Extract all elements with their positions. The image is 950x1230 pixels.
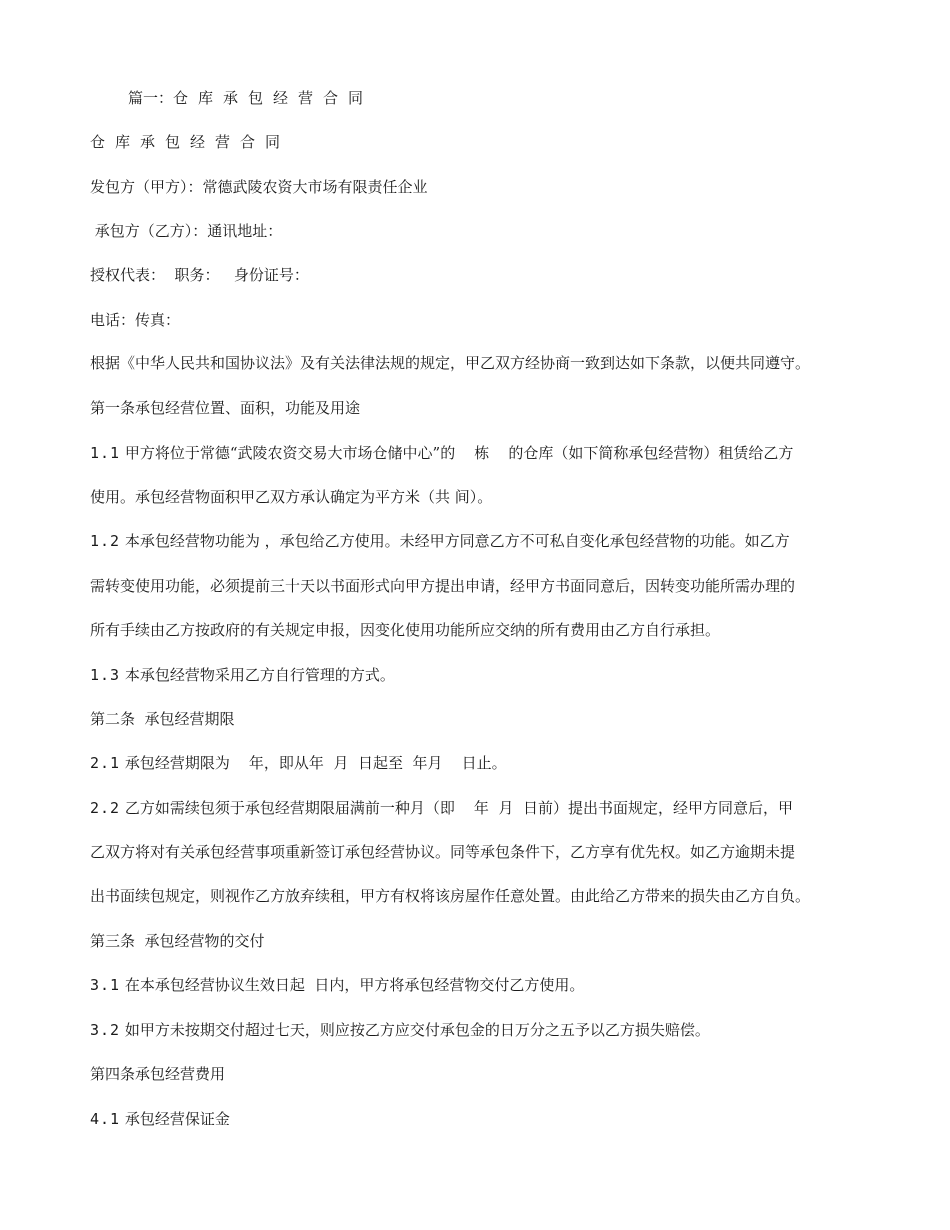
party-a-line: 发包方（甲方）：常德武陵农资大市场有限责任企业 <box>90 178 428 196</box>
clause-1-2-line-3: 所有手续由乙方按政府的有关规定申报，因变化使用功能所应交纳的所有费用由乙方自行承担。 <box>90 621 721 639</box>
clause-number: 2.1 <box>90 754 121 772</box>
article-1-title: 第一条承包经营位置、面积，功能及用途 <box>90 399 361 417</box>
clause-1-3-line-1 <box>90 665 395 685</box>
clause-3-1-line-1 <box>90 975 584 995</box>
clause-3-2-line-1 <box>90 1020 710 1040</box>
title-prefix: 篇一： <box>128 89 174 107</box>
clause-1-1-line-2: 使用。承包经营物面积甲乙双方承认确定为平方米（共 间）。 <box>90 488 493 506</box>
clause-text: 本承包经营物采用乙方自行管理的方式。 <box>120 666 395 684</box>
legal-basis-paragraph: 根据《中华人民共和国协议法》及有关法律法规的规定，甲乙双方经协商一致到达如下条款，以便共同遵守。 <box>90 354 811 372</box>
document-title <box>128 88 373 108</box>
clause-text: 承包经营保证金 <box>120 1110 230 1128</box>
clause-text: 乙方如需续包须于承包经营期限届满前一种月（即 年 月 日前）提出书面规定，经甲方同意后，甲 <box>120 799 794 817</box>
article-2-title: 第二条 承包经营期限 <box>90 710 235 728</box>
article-4-title: 第四条承包经营费用 <box>90 1065 226 1083</box>
clause-text: 在本承包经营协议生效日起 日内，甲方将承包经营物交付乙方使用。 <box>120 976 585 994</box>
representative-line: 授权代表： 职务： 身份证号： <box>90 266 309 284</box>
clause-number: 2.2 <box>90 799 121 817</box>
clause-4-1-line-1 <box>90 1109 230 1129</box>
clause-text: 如甲方未按期交付超过七天，则应按乙方应交付承包金的日万分之五予以乙方损失赔偿。 <box>120 1021 710 1039</box>
clause-2-2-line-3: 出书面续包规定，则视作乙方放弃续租，甲方有权将该房屋作任意处置。由此给乙方带来的损失由乙方自负。 <box>90 887 811 905</box>
clause-number: 1.2 <box>90 532 121 550</box>
clause-number: 1.3 <box>90 666 121 684</box>
party-b-line: 承包方（乙方）：通讯地址： <box>90 222 283 240</box>
clause-text: 承包经营期限为 年，即从年 月 日起至 年月 日止。 <box>120 754 507 772</box>
clause-2-2-line-1 <box>90 798 793 818</box>
clause-number: 4.1 <box>90 1110 121 1128</box>
clause-text: 本承包经营物功能为 ，承包给乙方使用。未经甲方同意乙方不可私自变化承包经营物的功能。如乙方 <box>120 532 790 550</box>
clause-1-1-line-1 <box>90 443 793 463</box>
clause-2-1-line-1 <box>90 753 507 773</box>
clause-number: 3.1 <box>90 976 121 994</box>
article-3-title: 第三条 承包经营物的交付 <box>90 932 265 950</box>
clause-1-2-line-2: 需转变使用功能，必须提前三十天以书面形式向甲方提出申请，经甲方书面同意后，因转变功能所需办理的 <box>90 577 796 595</box>
clause-number: 1.1 <box>90 444 121 462</box>
contract-heading: 仓库承包经营合同 <box>90 133 291 151</box>
clause-2-2-line-2: 乙双方将对有关承包经营事项重新签订承包经营协议。同等承包条件下，乙方享有优先权。如乙方逾期未提 <box>90 843 796 861</box>
clause-1-2-line-1 <box>90 531 790 551</box>
clause-number: 3.2 <box>90 1021 121 1039</box>
title-text: 仓库承包经营合同 <box>173 89 374 107</box>
clause-text: 甲方将位于常德“武陵农资交易大市场仓储中心”的 栋 的仓库（如下简称承包经营物）租赁给乙方 <box>120 444 794 462</box>
phone-fax-line: 电话：传真： <box>90 311 181 329</box>
